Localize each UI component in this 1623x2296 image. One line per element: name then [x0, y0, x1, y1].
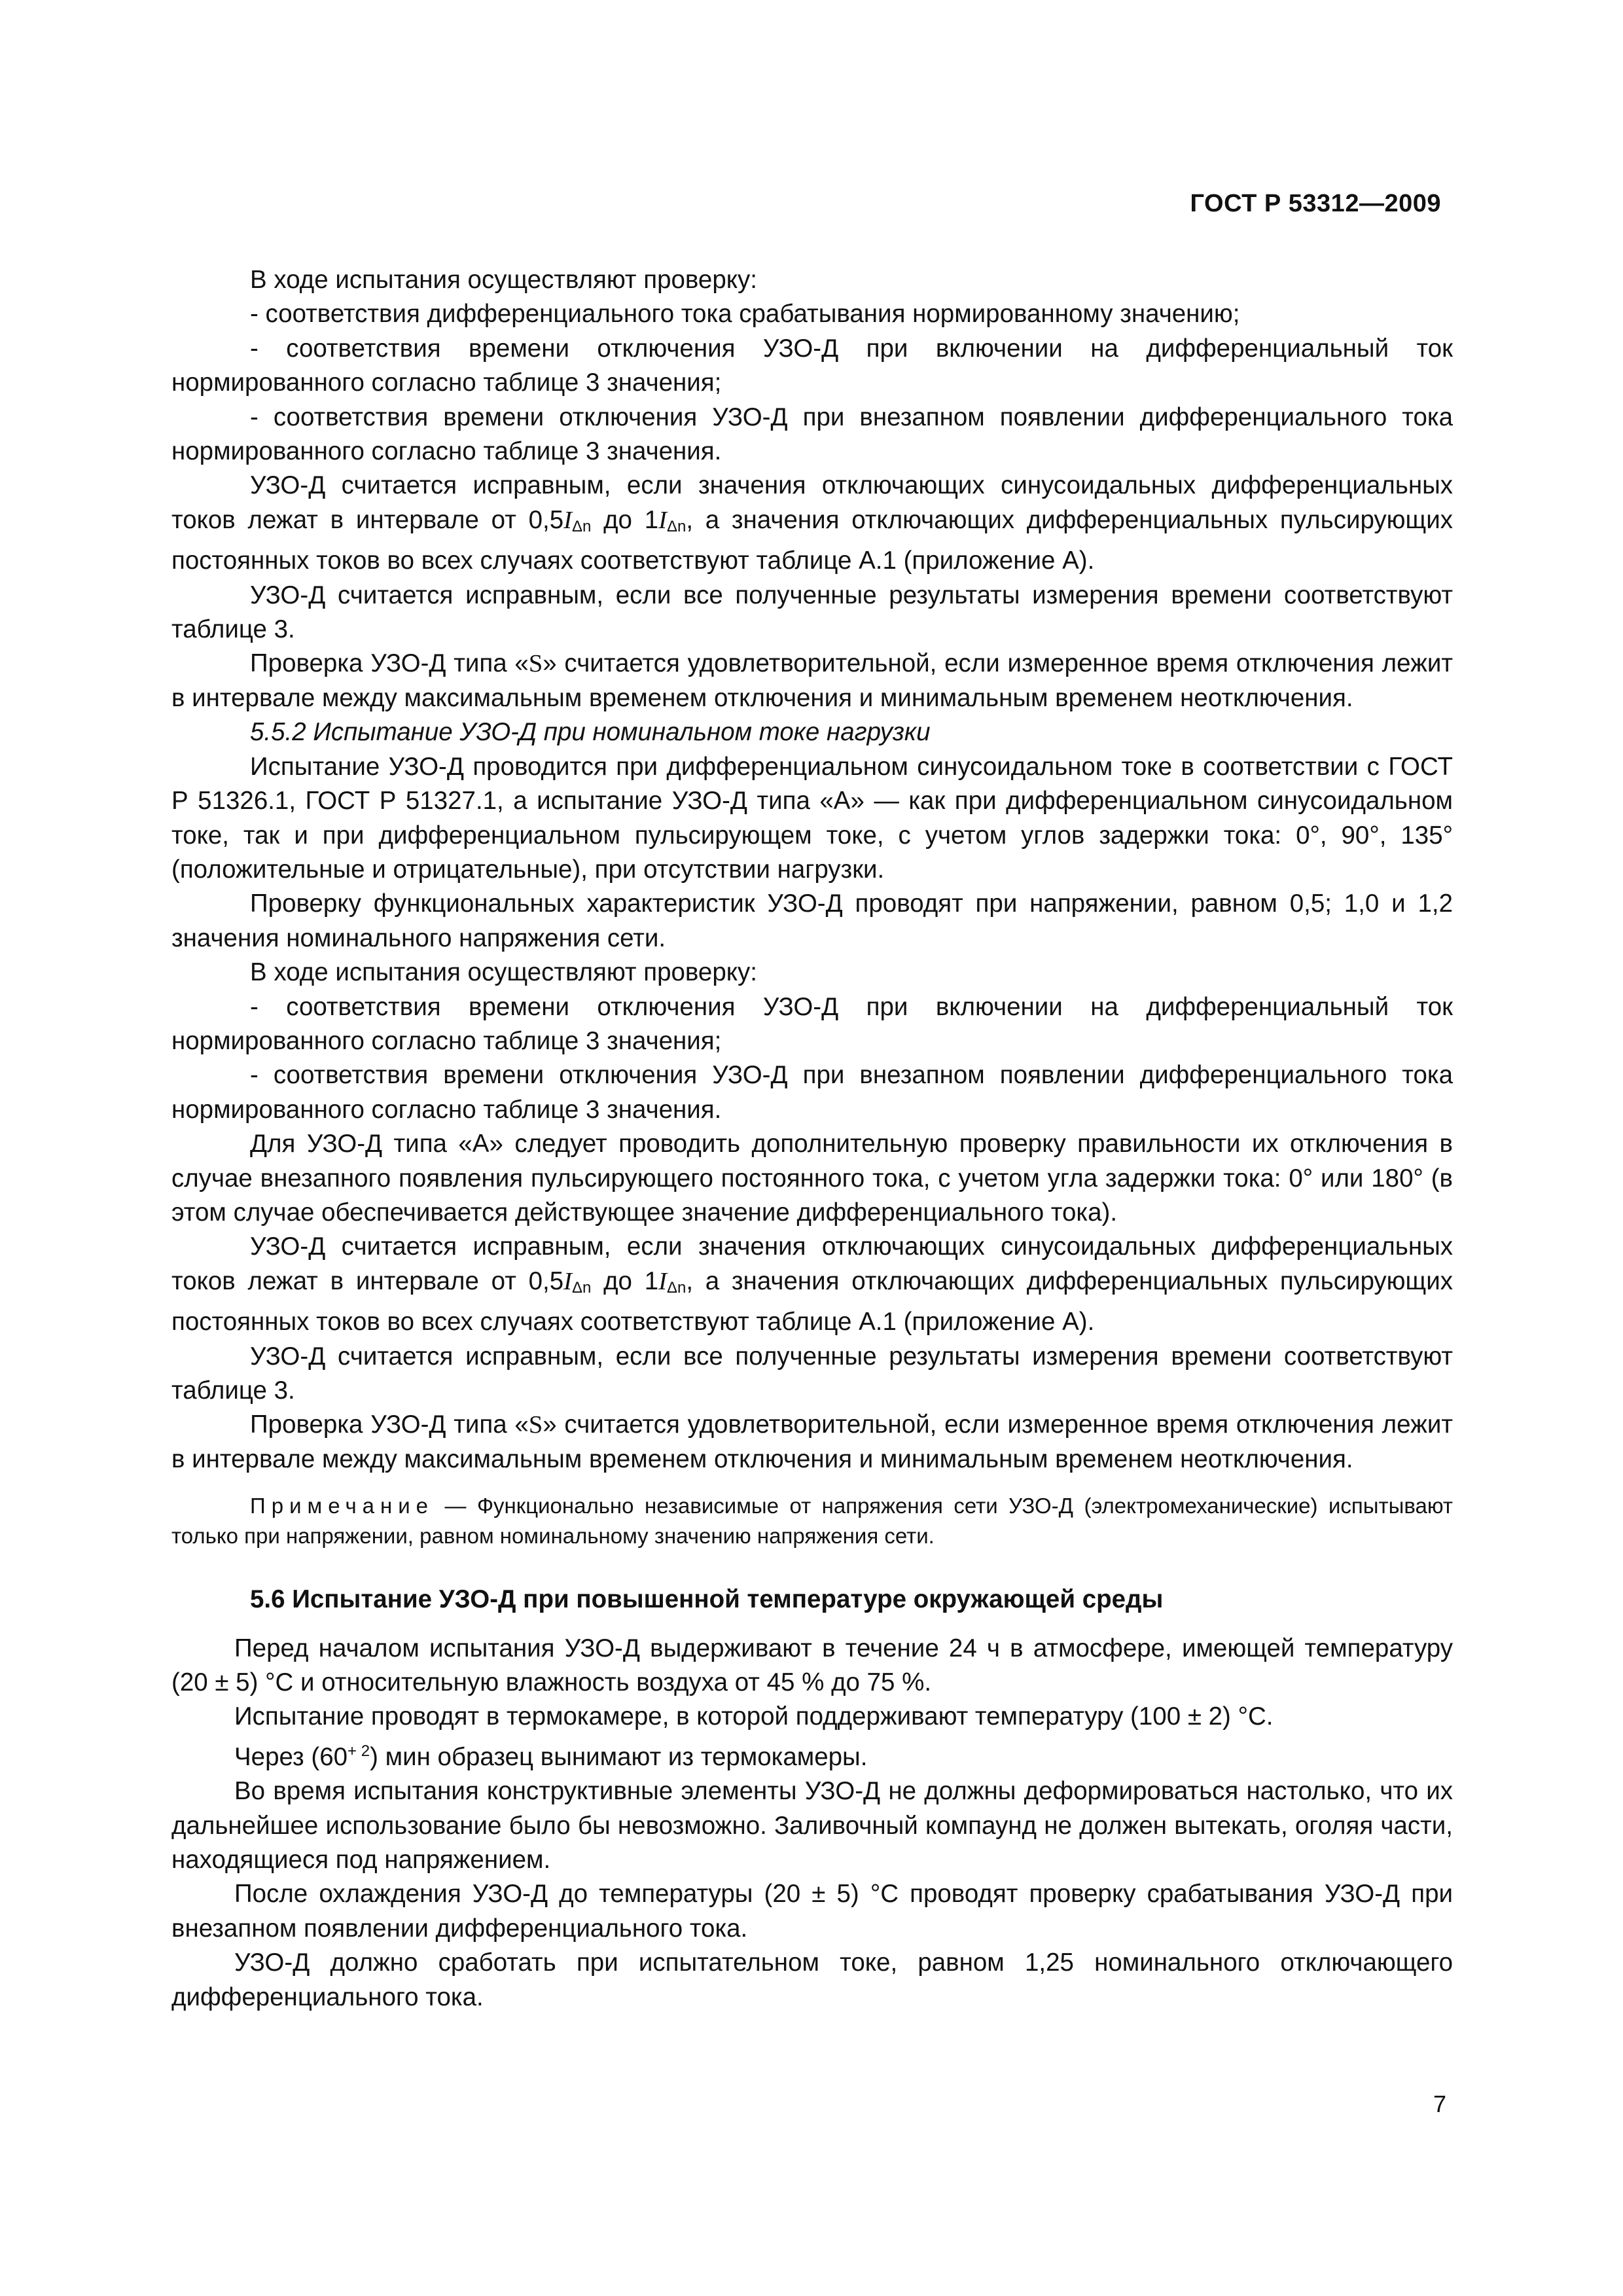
current-subscript: Δn	[571, 1278, 592, 1297]
paragraph: УЗО-Д должно сработать при испытательном токе, равном 1,25 номинального отключающего дифференциального тока.	[171, 1948, 1453, 2011]
paragraph: Во время испытания конструктивные элементы УЗО-Д не должны деформироваться настолько, что их дальнейшее использование было бы невозможно. Заливочный компаунд не должен вытекать, оголяя части, находящиеся под напряжением.	[171, 1777, 1453, 1874]
list-item: - соответствия дифференциального тока срабатывания нормированному значению;	[250, 300, 1240, 329]
current-symbol: I	[658, 506, 667, 534]
paragraph	[171, 1734, 1453, 1774]
document-header: ГОСТ Р 53312—2009	[1190, 190, 1441, 217]
paragraph: УЗО-Д считается исправным, если все полученные результаты измерения времени соответствуют таблице 3.	[171, 1342, 1453, 1405]
text-run: Проверка УЗО-Д типа «	[250, 649, 529, 678]
note-dash: —	[434, 1494, 477, 1518]
text-run: , а значения отключающих дифференциальных пульсирующих постоянных токов во всех случаях соответствуют таблице А.1 (приложение А).	[171, 1266, 1453, 1336]
document-body	[171, 263, 1453, 2015]
paragraph: В ходе испытания осуществляют проверку:	[250, 958, 757, 987]
text-run: Через (60	[234, 1742, 348, 1771]
note-label: Примечание	[250, 1494, 435, 1518]
note-text: Функционально независимые от напряжения сети УЗО-Д (электромеханические) испытывают только при напряжении, равном номинальному значению напряжения сети.	[171, 1494, 1453, 1549]
paragraph: Для УЗО-Д типа «А» следует проводить дополнительную проверку правильности их отключения в случае внезапного появления пульсирующего постоянного тока, с учетом угла задержки тока: 0° или 180° (в этом случае обеспечивается действующее значение дифференциального тока).	[171, 1130, 1453, 1227]
note	[171, 1491, 1453, 1551]
list-item: - соответствия времени отключения УЗО-Д при внезапном появлении дифференциального тока нормированного согласно таблице 3 значения.	[171, 1061, 1453, 1124]
paragraph: Проверку функциональных характеристик УЗО-Д проводят при напряжении, равном 0,5; 1,0 и 1,2 значения номинального напряжения сети.	[171, 889, 1453, 952]
text-run: УЗО-Д считается исправным, если значения отключающих синусоидальных дифференциальных токов лежат в интервале от 0,5	[171, 471, 1453, 534]
paragraph	[171, 647, 1453, 715]
text-run: до 1	[591, 505, 659, 534]
page-number: 7	[1433, 2090, 1446, 2117]
text-run: » считается удовлетворительной, если измеренное время отключения лежит в интервале между максимальным временем отключения и минимальным временем неотключения.	[171, 1410, 1453, 1473]
paragraph	[171, 1408, 1453, 1477]
type-letter: S	[528, 650, 543, 678]
text-run: Проверка УЗО-Д типа «	[250, 1410, 529, 1439]
current-symbol: I	[563, 506, 572, 534]
text-run: до 1	[591, 1266, 659, 1295]
current-symbol: I	[563, 1267, 572, 1295]
text-run: ) мин образец вынимают из термокамеры.	[370, 1742, 868, 1771]
paragraph: Перед началом испытания УЗО-Д выдерживают в течение 24 ч в атмосфере, имеющей температуру (20 ± 5) °С и относительную влажность воздуха от 45 % до 75 %.	[171, 1634, 1453, 1697]
list-item: - соответствия времени отключения УЗО-Д при включении на дифференциальный ток нормированного согласно таблице 3 значения;	[171, 992, 1453, 1055]
paragraph: В ходе испытания осуществляют проверку:	[250, 266, 757, 294]
subsection-heading: 5.5.2 Испытание УЗО-Д при номинальном токе нагрузки	[250, 718, 931, 747]
tolerance-superscript: + 2	[348, 1742, 370, 1760]
text-run: , а значения отключающих дифференциальных пульсирующих постоянных токов во всех случаях соответствуют таблице А.1 (приложение А).	[171, 505, 1453, 575]
current-symbol: I	[658, 1267, 667, 1295]
paragraph	[171, 469, 1453, 578]
text-run: УЗО-Д считается исправным, если значения отключающих синусоидальных дифференциальных токов лежат в интервале от 0,5	[171, 1232, 1453, 1295]
list-item: - соответствия времени отключения УЗО-Д при внезапном появлении дифференциального тока нормированного согласно таблице 3 значения.	[171, 403, 1453, 466]
paragraph: Испытание УЗО-Д проводится при дифференциальном синусоидальном токе в соответствии с ГОСТ Р 51326.1, ГОСТ Р 51327.1, а испытание УЗО-Д типа «А» — как при дифференциальном синусоидальном токе, так и при дифференциальном пульсирующем токе, с учетом углов задержки тока: 0°, 90°, 135° (положительные и отрицательные), при отсутствии нагрузки.	[171, 752, 1453, 884]
section-heading: 5.6 Испытание УЗО-Д при повышенной температуре окружающей среды	[250, 1585, 1164, 1614]
paragraph: УЗО-Д считается исправным, если все полученные результаты измерения времени соответствуют таблице 3.	[171, 581, 1453, 644]
paragraph: Испытание проводят в термокамере, в которой поддерживают температуру (100 ± 2) °С.	[234, 1702, 1274, 1731]
type-letter: S	[528, 1411, 543, 1439]
current-subscript: Δn	[666, 1278, 687, 1297]
list-item: - соответствия времени отключения УЗО-Д при включении на дифференциальный ток нормированного согласно таблице 3 значения;	[171, 334, 1453, 397]
paragraph	[171, 1230, 1453, 1339]
current-subscript: Δn	[666, 517, 687, 535]
current-subscript: Δn	[571, 517, 592, 535]
text-run: » считается удовлетворительной, если измеренное время отключения лежит в интервале между максимальным временем отключения и минимальным временем неотключения.	[171, 649, 1453, 712]
paragraph: После охлаждения УЗО-Д до температуры (20 ± 5) °С проводят проверку срабатывания УЗО-Д при внезапном появлении дифференциального тока.	[171, 1880, 1453, 1943]
